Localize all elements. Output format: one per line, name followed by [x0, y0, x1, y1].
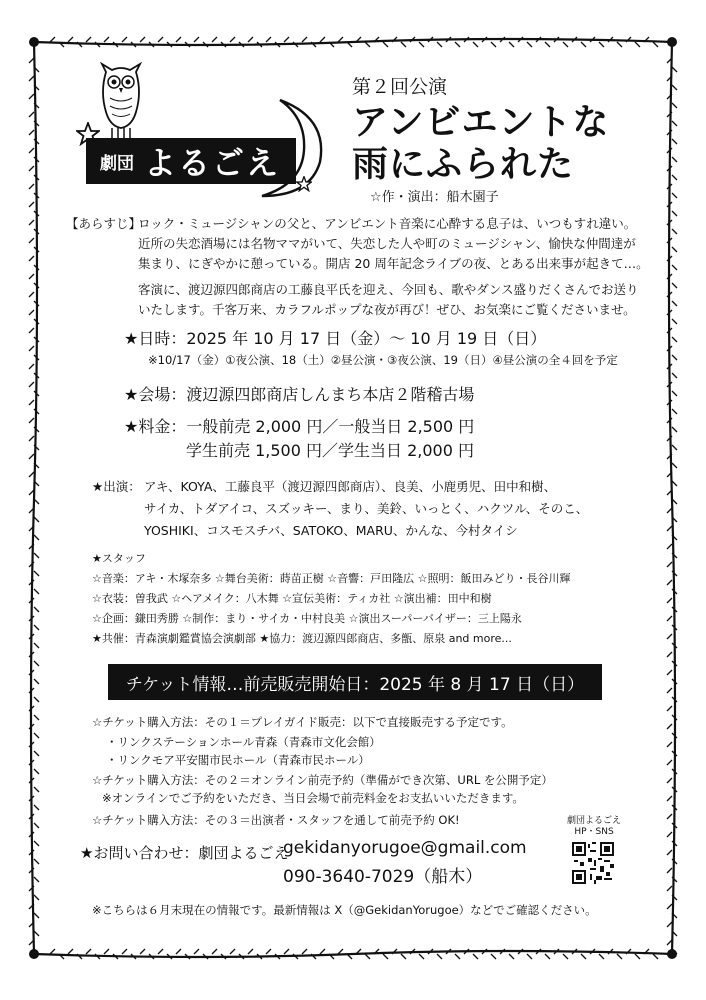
ticket-method-2-note: ※オンラインでご予約をいただき、当日会場で前売料金をお支払いいただきます。 — [102, 791, 524, 805]
ticket-venue-1: ・リンクステーションホール青森（青森市文化会館） — [106, 735, 381, 749]
staff-line: ☆音楽：アキ・木塚奈多 ☆舞台美術：蒔苗正樹 ☆音響：戸田隆広 ☆照明：飯田みどり・長谷川輝 — [92, 572, 571, 585]
qr-code[interactable] — [572, 842, 614, 884]
ticket-venue-2: ・リンクモア平安閣市民ホール（青森市民ホール） — [106, 753, 370, 767]
qr-label — [562, 816, 626, 838]
play-title — [352, 102, 610, 186]
title-line-1: アンビエントな — [352, 102, 610, 143]
synopsis-line: 集まり、にぎやかに憩っている。開店 20 周年記念ライブの夜、とある出来事が起きて…。 — [138, 256, 649, 271]
synopsis-line: ロック・ミュージシャンの父と、アンビエント音楽に心酔する息子は、いつもすれ違い。 — [138, 216, 637, 231]
title-line-2: 雨にふられた — [352, 144, 575, 185]
qr-label-sub: HP・SNS — [574, 827, 614, 837]
author-credit: ☆作・演出：船木園子 — [370, 190, 499, 205]
ticket-method-3: ☆チケット購入方法：その３＝出演者・スタッフを通して前売予約 OK! — [92, 813, 460, 827]
price-line-2: 学生前売 1,500 円／学生当日 2,000 円 — [186, 441, 474, 460]
troupe-logo — [86, 138, 296, 184]
cast-label: ★出演： — [92, 479, 141, 494]
synopsis-line: 近所の失恋酒場には名物ママがいて、失恋した人や町のミュージシャン、愉快な仲間達が — [138, 236, 636, 251]
logo-small-text: 劇団 — [100, 153, 134, 174]
cast-line: サイカ、トダアイコ、スズッキー、まり、美鈴、いっとく、ハクツル、そのこ、 — [144, 501, 589, 516]
contact-phone[interactable]: 090-3640-7029（船木） — [283, 867, 483, 887]
star-icon — [296, 176, 312, 192]
footer-note: ※こちらは６月末現在の情報です。最新情報は X（@GekidanYorugoe）などでご確認ください。 — [92, 903, 597, 917]
staff-line: ★共催：青森演劇鑑賞協会演劇部 ★協力：渡辺源四郎商店、多甑、原泉 and more... — [92, 632, 512, 645]
contact-label: ★お問い合わせ：劇団よるごえ — [80, 844, 289, 862]
synopsis-line: 客演に、渡辺源四郎商店の工藤良平氏を迎え、今回も、歌やダンス盛りだくさんでお送り — [138, 282, 639, 297]
contact-email[interactable]: gekidanyorugoe@gmail.com — [283, 838, 527, 858]
logo-big-text: よるごえ — [144, 144, 281, 182]
performance-number: 第２回公演 — [352, 76, 448, 98]
dates-note: ※10/17（金）①夜公演、18（土）②昼公演・③夜公演、19（日）④昼公演の全４回を予定 — [148, 353, 618, 367]
qr-label-name: 劇団よるごえ — [566, 816, 621, 826]
venue: ★会場：渡辺源四郎商店しんまち本店２階稽古場 — [124, 385, 475, 404]
ticket-banner: チケット情報…前売販売開始日：2025 年 8 月 17 日（日） — [108, 664, 602, 700]
staff-title: ★スタッフ — [92, 552, 146, 565]
cast-line: YOSHIKI、コスモスチバ、SATOKO、MARU、かんな、今村タイシ — [144, 523, 518, 538]
cast-line: アキ、KOYA、工藤良平（渡辺源四郎商店）、良美、小鹿勇児、田中和樹、 — [144, 479, 557, 494]
synopsis-label: 【あらすじ】 — [66, 216, 142, 231]
ticket-method-1: ☆チケット購入方法：その１＝プレイガイド販売：以下で直接販売する予定です。 — [92, 715, 513, 729]
staff-line: ☆企画：鎌田秀勝 ☆制作：まり・サイカ・中村良美 ☆演出スーパーバイザー：三上陽永 — [92, 612, 522, 625]
dates: ★日時：2025 年 10 月 17 日（金）～ 10 月 19 日（日） — [124, 329, 547, 348]
synopsis-line: いたします。千客万来、カラフルポップな夜が再び！ぜひ、お気楽にご覧くださいませ。 — [138, 302, 636, 317]
staff-line: ☆衣装：曽我武 ☆ヘアメイク：八木舞 ☆宣伝美術：ティカ社 ☆演出補：田中和樹 — [92, 592, 492, 605]
price-line-1: ★料金：一般前売 2,000 円／一般当日 2,500 円 — [124, 417, 475, 436]
owl-illustration — [96, 62, 146, 144]
ticket-method-2: ☆チケット購入方法：その２＝オンライン前売予約（準備ができ次第、URL を公開予定） — [92, 773, 553, 787]
